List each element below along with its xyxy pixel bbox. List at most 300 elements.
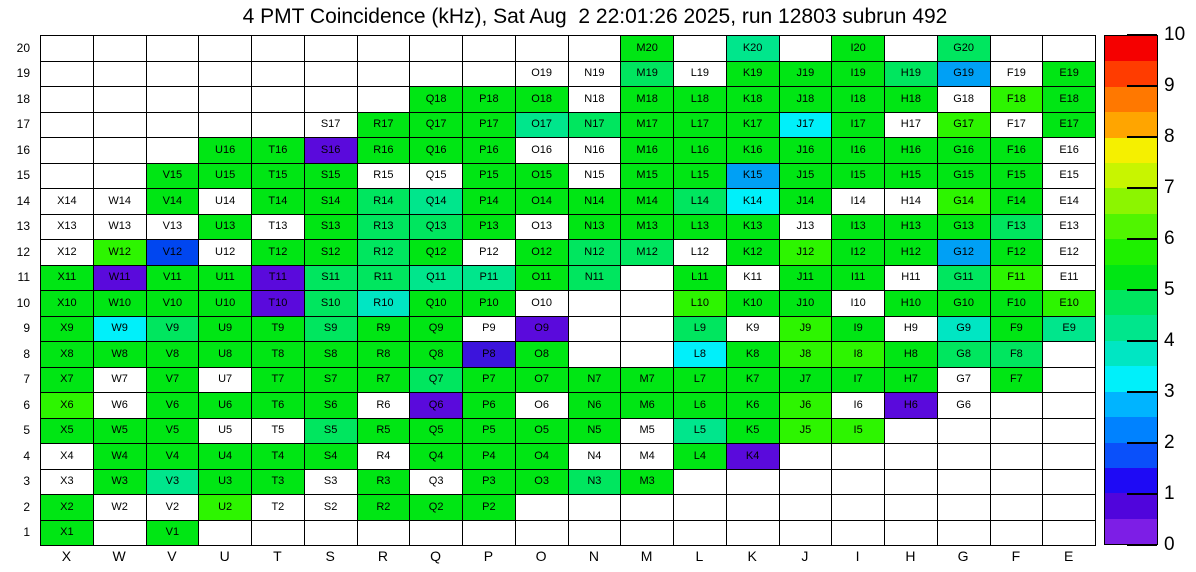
- cell-V5: V5: [147, 419, 200, 445]
- cell-T6: T6: [252, 393, 305, 419]
- cell-I9: I9: [832, 317, 885, 343]
- y-axis-label-9: 9: [23, 321, 30, 336]
- cell-G1: [938, 521, 991, 547]
- cell-F13: F13: [991, 215, 1044, 241]
- cell-U17: [199, 113, 252, 139]
- cell-F7: F7: [991, 368, 1044, 394]
- cell-K16: K16: [727, 138, 780, 164]
- colorbar-band-11: [1105, 315, 1157, 340]
- cell-F10: F10: [991, 291, 1044, 317]
- cell-U14: U14: [199, 189, 252, 215]
- cell-K5: K5: [727, 419, 780, 445]
- cell-N15: N15: [569, 164, 622, 190]
- colorbar-band-13: [1105, 366, 1157, 391]
- cell-S7: S7: [305, 368, 358, 394]
- cell-I11: I11: [832, 266, 885, 292]
- colorbar-band-6: [1105, 188, 1157, 213]
- cell-I14: I14: [832, 189, 885, 215]
- cell-F19: F19: [991, 62, 1044, 88]
- cell-J7: J7: [780, 368, 833, 394]
- cell-Q19: [410, 62, 463, 88]
- cell-P5: P5: [463, 419, 516, 445]
- cell-X1: X1: [41, 521, 94, 547]
- cell-J11: J11: [780, 266, 833, 292]
- cell-N20: [569, 36, 622, 62]
- cell-G8: G8: [938, 342, 991, 368]
- cell-R5: R5: [358, 419, 411, 445]
- cell-Q11: Q11: [410, 266, 463, 292]
- cell-E17: E17: [1043, 113, 1096, 139]
- cell-F15: F15: [991, 164, 1044, 190]
- cell-G19: G19: [938, 62, 991, 88]
- cell-V2: V2: [147, 495, 200, 521]
- colorbar-tick-2: [1127, 442, 1157, 444]
- cell-R12: R12: [358, 240, 411, 266]
- cell-S13: S13: [305, 215, 358, 241]
- cell-U11: U11: [199, 266, 252, 292]
- cell-L11: L11: [674, 266, 727, 292]
- cell-G10: G10: [938, 291, 991, 317]
- cell-E14: E14: [1043, 189, 1096, 215]
- cell-N10: [569, 291, 622, 317]
- cell-S20: [305, 36, 358, 62]
- x-axis-label-K: K: [747, 548, 757, 564]
- cell-Q3: Q3: [410, 470, 463, 496]
- cell-P2: P2: [463, 495, 516, 521]
- cell-L13: L13: [674, 215, 727, 241]
- cell-T17: [252, 113, 305, 139]
- cell-T9: T9: [252, 317, 305, 343]
- cell-I19: I19: [832, 62, 885, 88]
- cell-S11: S11: [305, 266, 358, 292]
- colorbar-tick-1: [1127, 493, 1157, 495]
- x-axis-label-X: X: [61, 548, 72, 564]
- cell-E2: [1043, 495, 1096, 521]
- cell-S4: S4: [305, 444, 358, 470]
- colorbar-tick-5: [1127, 289, 1157, 291]
- colorbar-band-19: [1105, 519, 1157, 544]
- cell-X20: [41, 36, 94, 62]
- cell-X15: [41, 164, 94, 190]
- cell-Q5: Q5: [410, 419, 463, 445]
- cell-O19: O19: [516, 62, 569, 88]
- cell-X12: X12: [41, 240, 94, 266]
- cell-M15: M15: [621, 164, 674, 190]
- cell-U19: [199, 62, 252, 88]
- cell-W5: W5: [94, 419, 147, 445]
- cell-M11: [621, 266, 674, 292]
- cell-O8: O8: [516, 342, 569, 368]
- cell-U18: [199, 87, 252, 113]
- cell-Q2: Q2: [410, 495, 463, 521]
- cell-I3: [832, 470, 885, 496]
- plot-title: 4 PMT Coincidence (kHz), Sat Aug 2 22:01:26 2025, run 12803 subrun 492: [242, 5, 948, 28]
- cell-V8: V8: [147, 342, 200, 368]
- y-axis-label-5: 5: [23, 423, 30, 438]
- colorbar-band-8: [1105, 239, 1157, 264]
- cell-H12: H12: [885, 240, 938, 266]
- cell-S2: S2: [305, 495, 358, 521]
- cell-N14: N14: [569, 189, 622, 215]
- cell-K13: K13: [727, 215, 780, 241]
- cell-Q16: Q16: [410, 138, 463, 164]
- cell-L16: L16: [674, 138, 727, 164]
- cell-M19: M19: [621, 62, 674, 88]
- cell-S15: S15: [305, 164, 358, 190]
- cell-U1: [199, 521, 252, 547]
- colorbar-tick-6: [1127, 238, 1157, 240]
- cell-R20: [358, 36, 411, 62]
- cell-E4: [1043, 444, 1096, 470]
- cell-X4: X4: [41, 444, 94, 470]
- cell-F12: F12: [991, 240, 1044, 266]
- colorbar-tick-9: [1127, 85, 1157, 87]
- cell-O20: [516, 36, 569, 62]
- cell-F1: [991, 521, 1044, 547]
- cell-F8: F8: [991, 342, 1044, 368]
- cell-U16: U16: [199, 138, 252, 164]
- cell-M12: M12: [621, 240, 674, 266]
- cell-W11: W11: [94, 266, 147, 292]
- cell-K4: K4: [727, 444, 780, 470]
- cell-J15: J15: [780, 164, 833, 190]
- y-axis-label-17: 17: [16, 117, 30, 132]
- cell-W3: W3: [94, 470, 147, 496]
- cell-Q14: Q14: [410, 189, 463, 215]
- cell-L19: L19: [674, 62, 727, 88]
- cell-T11: T11: [252, 266, 305, 292]
- cell-P4: P4: [463, 444, 516, 470]
- cell-I18: I18: [832, 87, 885, 113]
- cell-G5: [938, 419, 991, 445]
- cell-O16: O16: [516, 138, 569, 164]
- x-axis-label-G: G: [957, 548, 969, 564]
- cell-W6: W6: [94, 393, 147, 419]
- cell-S17: S17: [305, 113, 358, 139]
- cell-E5: [1043, 419, 1096, 445]
- cell-L6: L6: [674, 393, 727, 419]
- cell-H3: [885, 470, 938, 496]
- cell-P17: P17: [463, 113, 516, 139]
- cell-L12: L12: [674, 240, 727, 266]
- cell-G3: [938, 470, 991, 496]
- cell-U9: U9: [199, 317, 252, 343]
- cell-J20: [780, 36, 833, 62]
- cell-O7: O7: [516, 368, 569, 394]
- cell-Q10: Q10: [410, 291, 463, 317]
- cell-H20: [885, 36, 938, 62]
- cell-E9: E9: [1043, 317, 1096, 343]
- cell-I17: I17: [832, 113, 885, 139]
- y-axis-label-18: 18: [16, 91, 30, 106]
- cell-U2: U2: [199, 495, 252, 521]
- cell-W12: W12: [94, 240, 147, 266]
- cell-N2: [569, 495, 622, 521]
- cell-O15: O15: [516, 164, 569, 190]
- colorbar-label-0: 0: [1164, 534, 1175, 555]
- cell-T12: T12: [252, 240, 305, 266]
- cell-H16: H16: [885, 138, 938, 164]
- cell-T15: T15: [252, 164, 305, 190]
- cell-S18: [305, 87, 358, 113]
- x-axis-label-F: F: [1011, 548, 1021, 564]
- cell-X2: X2: [41, 495, 94, 521]
- cell-X9: X9: [41, 317, 94, 343]
- colorbar-band-0: [1105, 36, 1157, 61]
- x-axis-label-R: R: [377, 548, 388, 564]
- cell-N12: N12: [569, 240, 622, 266]
- cell-M14: M14: [621, 189, 674, 215]
- cell-Q17: Q17: [410, 113, 463, 139]
- cell-N19: N19: [569, 62, 622, 88]
- cell-M5: M5: [621, 419, 674, 445]
- y-axis-labels: [0, 35, 36, 545]
- colorbar-label-5: 5: [1164, 279, 1175, 300]
- cell-L17: L17: [674, 113, 727, 139]
- cell-R15: R15: [358, 164, 411, 190]
- colorbar-label-3: 3: [1164, 381, 1175, 402]
- cell-Q1: [410, 521, 463, 547]
- cell-N13: N13: [569, 215, 622, 241]
- x-axis-label-S: S: [325, 548, 335, 564]
- cell-K18: K18: [727, 87, 780, 113]
- cell-F5: [991, 419, 1044, 445]
- cell-P14: P14: [463, 189, 516, 215]
- colorbar-label-2: 2: [1164, 432, 1175, 453]
- cell-P6: P6: [463, 393, 516, 419]
- cell-I20: I20: [832, 36, 885, 62]
- cell-N7: N7: [569, 368, 622, 394]
- cell-H17: H17: [885, 113, 938, 139]
- cell-X8: X8: [41, 342, 94, 368]
- y-axis-label-4: 4: [23, 448, 30, 463]
- cell-S10: S10: [305, 291, 358, 317]
- cell-O6: O6: [516, 393, 569, 419]
- cell-V9: V9: [147, 317, 200, 343]
- cell-U5: U5: [199, 419, 252, 445]
- cell-S19: [305, 62, 358, 88]
- cell-T10: T10: [252, 291, 305, 317]
- cell-O4: O4: [516, 444, 569, 470]
- cell-T3: T3: [252, 470, 305, 496]
- cell-I15: I15: [832, 164, 885, 190]
- cell-Q20: [410, 36, 463, 62]
- x-axis-label-H: H: [905, 548, 916, 564]
- cell-J12: J12: [780, 240, 833, 266]
- cell-G4: [938, 444, 991, 470]
- cell-U7: U7: [199, 368, 252, 394]
- cell-T19: [252, 62, 305, 88]
- cell-Q12: Q12: [410, 240, 463, 266]
- cell-O14: O14: [516, 189, 569, 215]
- cell-H15: H15: [885, 164, 938, 190]
- cell-X7: X7: [41, 368, 94, 394]
- cell-T18: [252, 87, 305, 113]
- cell-H11: H11: [885, 266, 938, 292]
- colorbar-band-5: [1105, 163, 1157, 188]
- cell-X17: [41, 113, 94, 139]
- cell-M20: M20: [621, 36, 674, 62]
- cell-L10: L10: [674, 291, 727, 317]
- colorbar-band-17: [1105, 468, 1157, 493]
- cell-G9: G9: [938, 317, 991, 343]
- cell-M2: [621, 495, 674, 521]
- cell-W17: [94, 113, 147, 139]
- x-axis-label-U: U: [219, 548, 230, 564]
- cell-U4: U4: [199, 444, 252, 470]
- colorbar-band-9: [1105, 265, 1157, 290]
- colorbar-tick-0: [1127, 544, 1157, 546]
- cell-J5: J5: [780, 419, 833, 445]
- cell-F2: [991, 495, 1044, 521]
- cell-S5: S5: [305, 419, 358, 445]
- x-axis-label-Q: Q: [430, 548, 442, 564]
- cell-G11: G11: [938, 266, 991, 292]
- colorbar-tick-10: [1127, 34, 1157, 36]
- cell-Q6: Q6: [410, 393, 463, 419]
- cell-K6: K6: [727, 393, 780, 419]
- cell-M16: M16: [621, 138, 674, 164]
- x-axis-label-M: M: [640, 548, 653, 564]
- cell-Q7: Q7: [410, 368, 463, 394]
- cell-P15: P15: [463, 164, 516, 190]
- cell-W14: W14: [94, 189, 147, 215]
- cell-J10: J10: [780, 291, 833, 317]
- cell-I7: I7: [832, 368, 885, 394]
- cell-T20: [252, 36, 305, 62]
- cell-R18: [358, 87, 411, 113]
- y-axis-label-11: 11: [17, 270, 30, 285]
- cell-O3: O3: [516, 470, 569, 496]
- cell-T4: T4: [252, 444, 305, 470]
- y-axis-label-14: 14: [16, 193, 30, 208]
- cell-T13: T13: [252, 215, 305, 241]
- cell-E20: [1043, 36, 1096, 62]
- cell-O12: O12: [516, 240, 569, 266]
- y-axis-label-1: 1: [23, 525, 30, 540]
- x-axis-label-I: I: [855, 548, 860, 564]
- cell-X18: [41, 87, 94, 113]
- x-axis-label-T: T: [273, 548, 282, 564]
- y-axis-label-3: 3: [23, 474, 30, 489]
- cell-K20: K20: [727, 36, 780, 62]
- cell-J6: J6: [780, 393, 833, 419]
- colorbar-band-7: [1105, 214, 1157, 239]
- cell-G17: G17: [938, 113, 991, 139]
- colorbar-label-4: 4: [1164, 330, 1175, 351]
- cell-J19: J19: [780, 62, 833, 88]
- y-axis-label-6: 6: [23, 397, 30, 412]
- cell-R9: R9: [358, 317, 411, 343]
- cell-V6: V6: [147, 393, 200, 419]
- cell-J13: J13: [780, 215, 833, 241]
- cell-O11: O11: [516, 266, 569, 292]
- cell-P16: P16: [463, 138, 516, 164]
- cell-W4: W4: [94, 444, 147, 470]
- y-axis-label-7: 7: [23, 372, 30, 387]
- cell-R11: R11: [358, 266, 411, 292]
- cell-L8: L8: [674, 342, 727, 368]
- cell-F3: [991, 470, 1044, 496]
- colorbar-band-18: [1105, 493, 1157, 518]
- cell-L3: [674, 470, 727, 496]
- cell-I4: [832, 444, 885, 470]
- x-axis-label-W: W: [112, 548, 126, 564]
- cell-U20: [199, 36, 252, 62]
- colorbar-band-3: [1105, 112, 1157, 137]
- cell-W16: [94, 138, 147, 164]
- cell-W1: [94, 521, 147, 547]
- cell-W9: W9: [94, 317, 147, 343]
- cell-H5: [885, 419, 938, 445]
- cell-X14: X14: [41, 189, 94, 215]
- cell-L7: L7: [674, 368, 727, 394]
- cell-V10: V10: [147, 291, 200, 317]
- cell-F6: [991, 393, 1044, 419]
- cell-S12: S12: [305, 240, 358, 266]
- colorbar-band-10: [1105, 290, 1157, 315]
- cell-E6: [1043, 393, 1096, 419]
- cell-Q18: Q18: [410, 87, 463, 113]
- cell-R4: R4: [358, 444, 411, 470]
- cell-K9: K9: [727, 317, 780, 343]
- cell-J4: [780, 444, 833, 470]
- cell-R7: R7: [358, 368, 411, 394]
- colorbar-band-4: [1105, 138, 1157, 163]
- cell-G2: [938, 495, 991, 521]
- cell-R10: R10: [358, 291, 411, 317]
- cell-R17: R17: [358, 113, 411, 139]
- cell-T8: T8: [252, 342, 305, 368]
- cell-F4: [991, 444, 1044, 470]
- cell-M18: M18: [621, 87, 674, 113]
- cell-E8: [1043, 342, 1096, 368]
- cell-K7: K7: [727, 368, 780, 394]
- cell-J14: J14: [780, 189, 833, 215]
- cell-H19: H19: [885, 62, 938, 88]
- cell-R1: [358, 521, 411, 547]
- y-axis-label-16: 16: [16, 142, 30, 157]
- cell-H14: H14: [885, 189, 938, 215]
- y-axis-label-10: 10: [16, 295, 30, 310]
- cell-J3: [780, 470, 833, 496]
- cell-P11: P11: [463, 266, 516, 292]
- cell-H10: H10: [885, 291, 938, 317]
- cell-N1: [569, 521, 622, 547]
- cell-L15: L15: [674, 164, 727, 190]
- cell-P18: P18: [463, 87, 516, 113]
- cell-Q4: Q4: [410, 444, 463, 470]
- cell-E7: [1043, 368, 1096, 394]
- cell-O9: O9: [516, 317, 569, 343]
- cell-X3: X3: [41, 470, 94, 496]
- cell-M17: M17: [621, 113, 674, 139]
- cell-K12: K12: [727, 240, 780, 266]
- y-axis-label-19: 19: [16, 66, 30, 81]
- cell-G6: G6: [938, 393, 991, 419]
- cell-P12: P12: [463, 240, 516, 266]
- cell-Q15: Q15: [410, 164, 463, 190]
- cell-V17: [147, 113, 200, 139]
- cell-R2: R2: [358, 495, 411, 521]
- cell-P13: P13: [463, 215, 516, 241]
- cell-P19: [463, 62, 516, 88]
- cell-T5: T5: [252, 419, 305, 445]
- cell-H2: [885, 495, 938, 521]
- cell-V7: V7: [147, 368, 200, 394]
- colorbar-label-7: 7: [1164, 177, 1175, 198]
- x-axis-label-P: P: [483, 548, 494, 564]
